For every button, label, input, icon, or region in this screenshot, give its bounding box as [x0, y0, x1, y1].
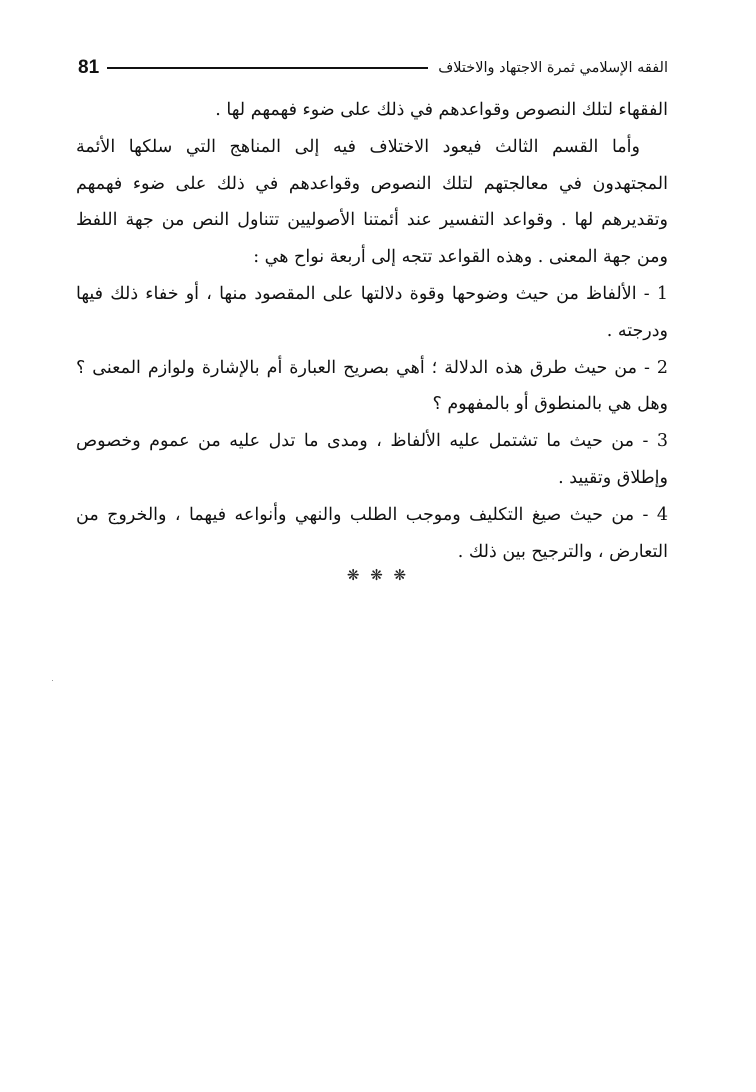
page-number: 81	[78, 57, 100, 78]
intro-paragraph: وأما القسم الثالث فيعود الاختلاف فيه إلى المناهج التي سلكها الأئمة المجتهدون في معالجتهم لتلك النصوص وقواعدهم في ذلك على ضوء فهمهم وتقديرهم لها . وقواعد التفسير عند أئمتنا الأصوليين تتناول النص من جهة اللفظ ومن جهة المعنى . وهذه القواعد تتجه إلى أربعة نواح هي :	[76, 136, 668, 268]
scan-speck	[52, 680, 53, 681]
continuation-text: الفقهاء لتلك النصوص وقواعدهم في ذلك على ضوء فهمهم لها .	[215, 100, 668, 120]
running-title: الفقه الإسلامي ثمرة الاجتهاد والاختلاف	[438, 60, 668, 76]
page-header	[78, 52, 668, 84]
list-item-4: 4 - من حيث صيغ التكليف وموجب الطلب والنهي وأنواعه فيهما ، والخروج من التعارض ، والترجيح بين ذلك .	[76, 504, 668, 562]
list-item-2: 2 - من حيث طرق هذه الدلالة ؛ أهي بصريح العبارة أم بالإشارة ولوازم المعنى ؟ وهل هي بالمنطوق أو بالمفهوم ؟	[76, 357, 668, 415]
page-body	[76, 92, 668, 570]
section-separator: ❋ ❋ ❋	[346, 566, 410, 584]
header-rule	[107, 67, 428, 69]
list-item-3: 3 - من حيث ما تشتمل عليه الألفاظ ، ومدى ما تدل عليه من عموم وخصوص وإطلاق وتقييد .	[76, 431, 668, 488]
list-item-1: 1 - الألفاظ من حيث وضوحها وقوة دلالتها على المقصود منها ، أو خفاء ذلك فيها ودرجته .	[76, 283, 668, 341]
